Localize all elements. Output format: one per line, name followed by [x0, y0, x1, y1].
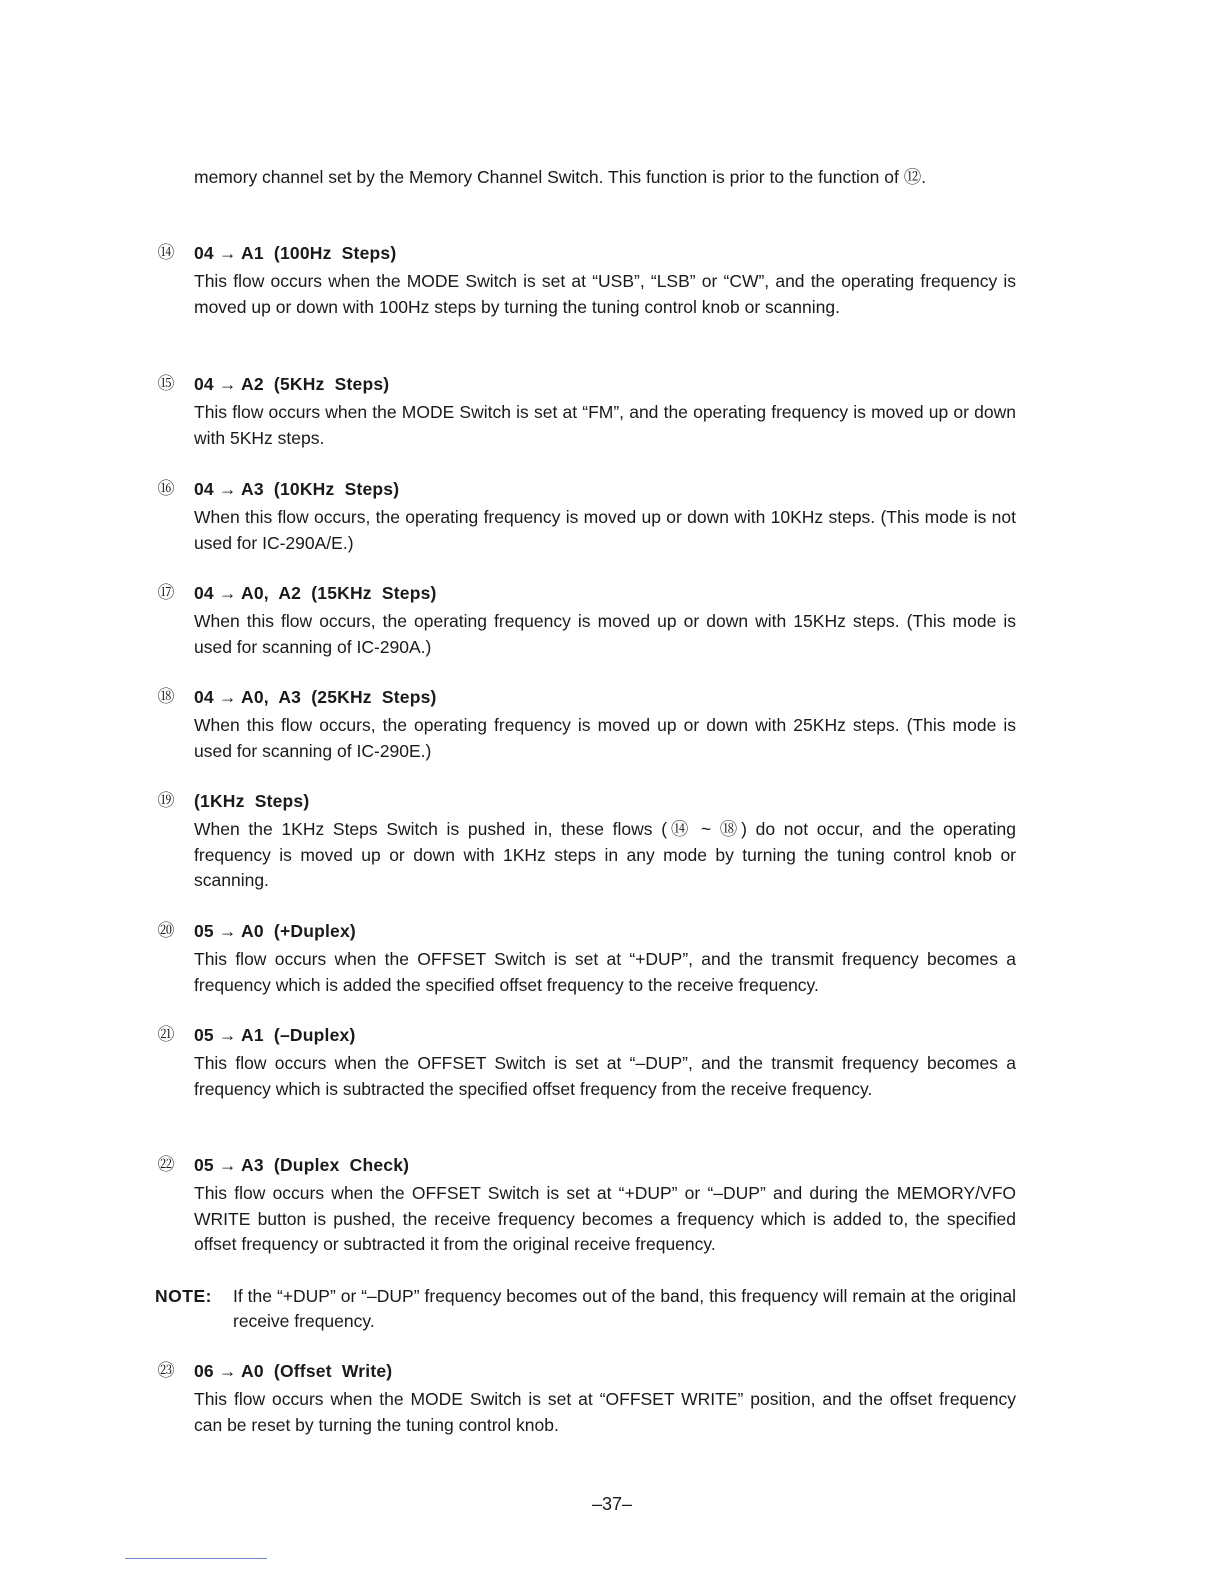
- item-body: This flow occurs when the MODE Switch is set at “FM”, and the operating frequency is moved up or down with 5KHz steps.: [194, 402, 1016, 448]
- item-heading: 05 → A1 (–Duplex): [194, 1025, 356, 1045]
- page-number: –37–: [591, 1494, 633, 1514]
- item-number: ㉓: [157, 1361, 175, 1381]
- item-body: When the 1KHz Steps Switch is pushed in, these flows (⑭ ~ ⑱) do not occur, and the operating frequency is moved up or down with 1KHz steps in any mode by turning the tuning control knob or scanning.: [194, 819, 1016, 890]
- item-heading: 06 → A0 (Offset Write): [194, 1361, 393, 1381]
- item-heading: (1KHz Steps): [194, 791, 310, 811]
- item-number: ⑲: [157, 791, 175, 811]
- item-number: ㉑: [157, 1025, 175, 1045]
- item-number: ⑳: [157, 921, 175, 941]
- item-heading: 04 → A0, A3 (25KHz Steps): [194, 687, 437, 707]
- item-heading: 05 → A0 (+Duplex): [194, 921, 356, 941]
- item-body: When this flow occurs, the operating frequency is moved up or down with 10KHz steps. (This mode is not used for IC-290A/E.): [194, 507, 1016, 553]
- item-number: ⑱: [157, 687, 175, 707]
- item-body: When this flow occurs, the operating frequency is moved up or down with 15KHz steps. (This mode is used for scanning of IC-290A.): [194, 611, 1016, 657]
- item-body: This flow occurs when the OFFSET Switch is set at “+DUP”, and the transmit frequency becomes a frequency which is added the specified offset frequency to the receive frequency.: [194, 949, 1016, 995]
- item-heading: 04 → A3 (10KHz Steps): [194, 479, 400, 499]
- note-text: If the “+DUP” or “–DUP” frequency becomes out of the band, this frequency will remain at the original receive frequency.: [233, 1286, 1016, 1331]
- item-number: ⑭: [157, 243, 175, 263]
- item-body: This flow occurs when the OFFSET Switch is set at “–DUP”, and the transmit frequency becomes a frequency which is subtracted the specified offset frequency from the receive frequency.: [194, 1053, 1016, 1099]
- item-body: This flow occurs when the MODE Switch is set at “OFFSET WRITE” position, and the offset frequency can be reset by turning the tuning control knob.: [194, 1389, 1016, 1435]
- item-heading: 04 → A0, A2 (15KHz Steps): [194, 583, 437, 603]
- item-heading: 04 → A2 (5KHz Steps): [194, 374, 390, 394]
- item-number: ⑮: [157, 374, 175, 394]
- intro-paragraph: memory channel set by the Memory Channel Switch. This function is prior to the function of ⑫.: [194, 167, 927, 187]
- item-number: ⑯: [157, 479, 175, 499]
- item-body: When this flow occurs, the operating frequency is moved up or down with 25KHz steps. (This mode is used for scanning of IC-290E.): [194, 715, 1016, 761]
- item-number: ㉒: [157, 1155, 175, 1175]
- item-body: This flow occurs when the MODE Switch is set at “USB”, “LSB” or “CW”, and the operating frequency is moved up or down with 100Hz steps by turning the tuning control knob or scanning.: [194, 271, 1016, 317]
- item-heading: 05 → A3 (Duplex Check): [194, 1155, 410, 1175]
- item-body: This flow occurs when the OFFSET Switch is set at “+DUP” or “–DUP” and during the MEMORY/VFO WRITE button is pushed, the receive frequency becomes a frequency which is added to, the specified offset frequency or subtracted it from the original receive frequency.: [194, 1183, 1016, 1254]
- footer-rule: [125, 1558, 267, 1559]
- item-heading: 04 → A1 (100Hz Steps): [194, 243, 397, 263]
- item-number: ⑰: [157, 583, 175, 603]
- note-label: NOTE:: [155, 1286, 212, 1306]
